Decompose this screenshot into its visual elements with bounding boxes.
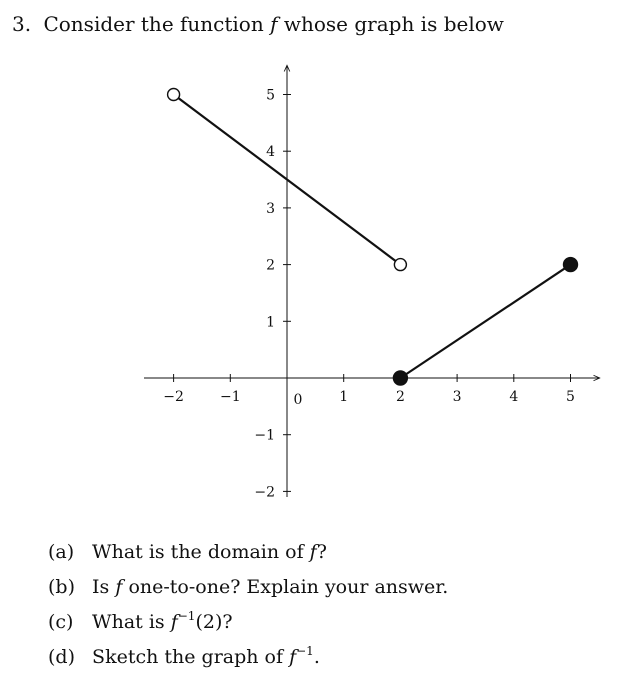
y-tick-label: 5	[266, 87, 275, 104]
y-tick-label: 4	[266, 144, 275, 161]
question-a	[48, 535, 448, 570]
question-end: .	[313, 646, 320, 668]
x-tick-label: 5	[566, 389, 575, 405]
question-end: one-to-one? Explain your answer.	[128, 576, 449, 598]
question-label: (b)	[48, 576, 75, 598]
function-symbol: f	[289, 646, 297, 668]
problem-text-before: Consider the function	[43, 12, 264, 36]
segment-2-line	[400, 265, 570, 378]
x-tick-label: −1	[219, 389, 241, 405]
problem-number: 3.	[12, 12, 32, 36]
x-tick-label: 3	[452, 389, 462, 405]
x-tick-label: 2	[395, 389, 405, 405]
x-tick-label: −2	[163, 389, 184, 405]
open-endpoint	[168, 89, 180, 101]
question-text: What is the domain of	[92, 541, 304, 563]
question-label: (d)	[48, 646, 75, 668]
closed-endpoint	[393, 371, 407, 385]
question-label: (c)	[48, 611, 74, 633]
question-c	[48, 605, 448, 640]
question-d	[48, 640, 448, 675]
function-symbol: f	[170, 611, 178, 633]
inverse-exponent: −1	[177, 609, 196, 623]
question-text: Is	[92, 576, 110, 598]
question-end: (2)?	[195, 611, 233, 633]
x-tick-label: 1	[339, 389, 349, 405]
question-list	[48, 535, 448, 675]
y-tick-label: 2	[266, 257, 275, 274]
x-tick-label: 4	[509, 389, 519, 405]
origin-label: 0	[293, 392, 303, 408]
y-tick-label: 3	[266, 200, 275, 217]
function-symbol: f	[309, 541, 317, 563]
y-tick-label: 1	[266, 314, 275, 331]
question-text: What is	[92, 611, 165, 633]
closed-endpoint	[564, 258, 578, 272]
y-tick-label: −2	[254, 484, 275, 501]
inverse-exponent: −1	[296, 644, 314, 658]
question-text: Sketch the graph of	[92, 646, 284, 668]
problem-text-after: whose graph is below	[283, 12, 504, 36]
function-symbol: f	[270, 12, 278, 36]
question-b	[48, 570, 448, 605]
y-tick-label: −1	[254, 427, 275, 444]
function-symbol: f	[115, 576, 123, 598]
question-label: (a)	[48, 541, 75, 563]
question-end: ?	[316, 541, 327, 563]
open-endpoint	[394, 259, 406, 271]
